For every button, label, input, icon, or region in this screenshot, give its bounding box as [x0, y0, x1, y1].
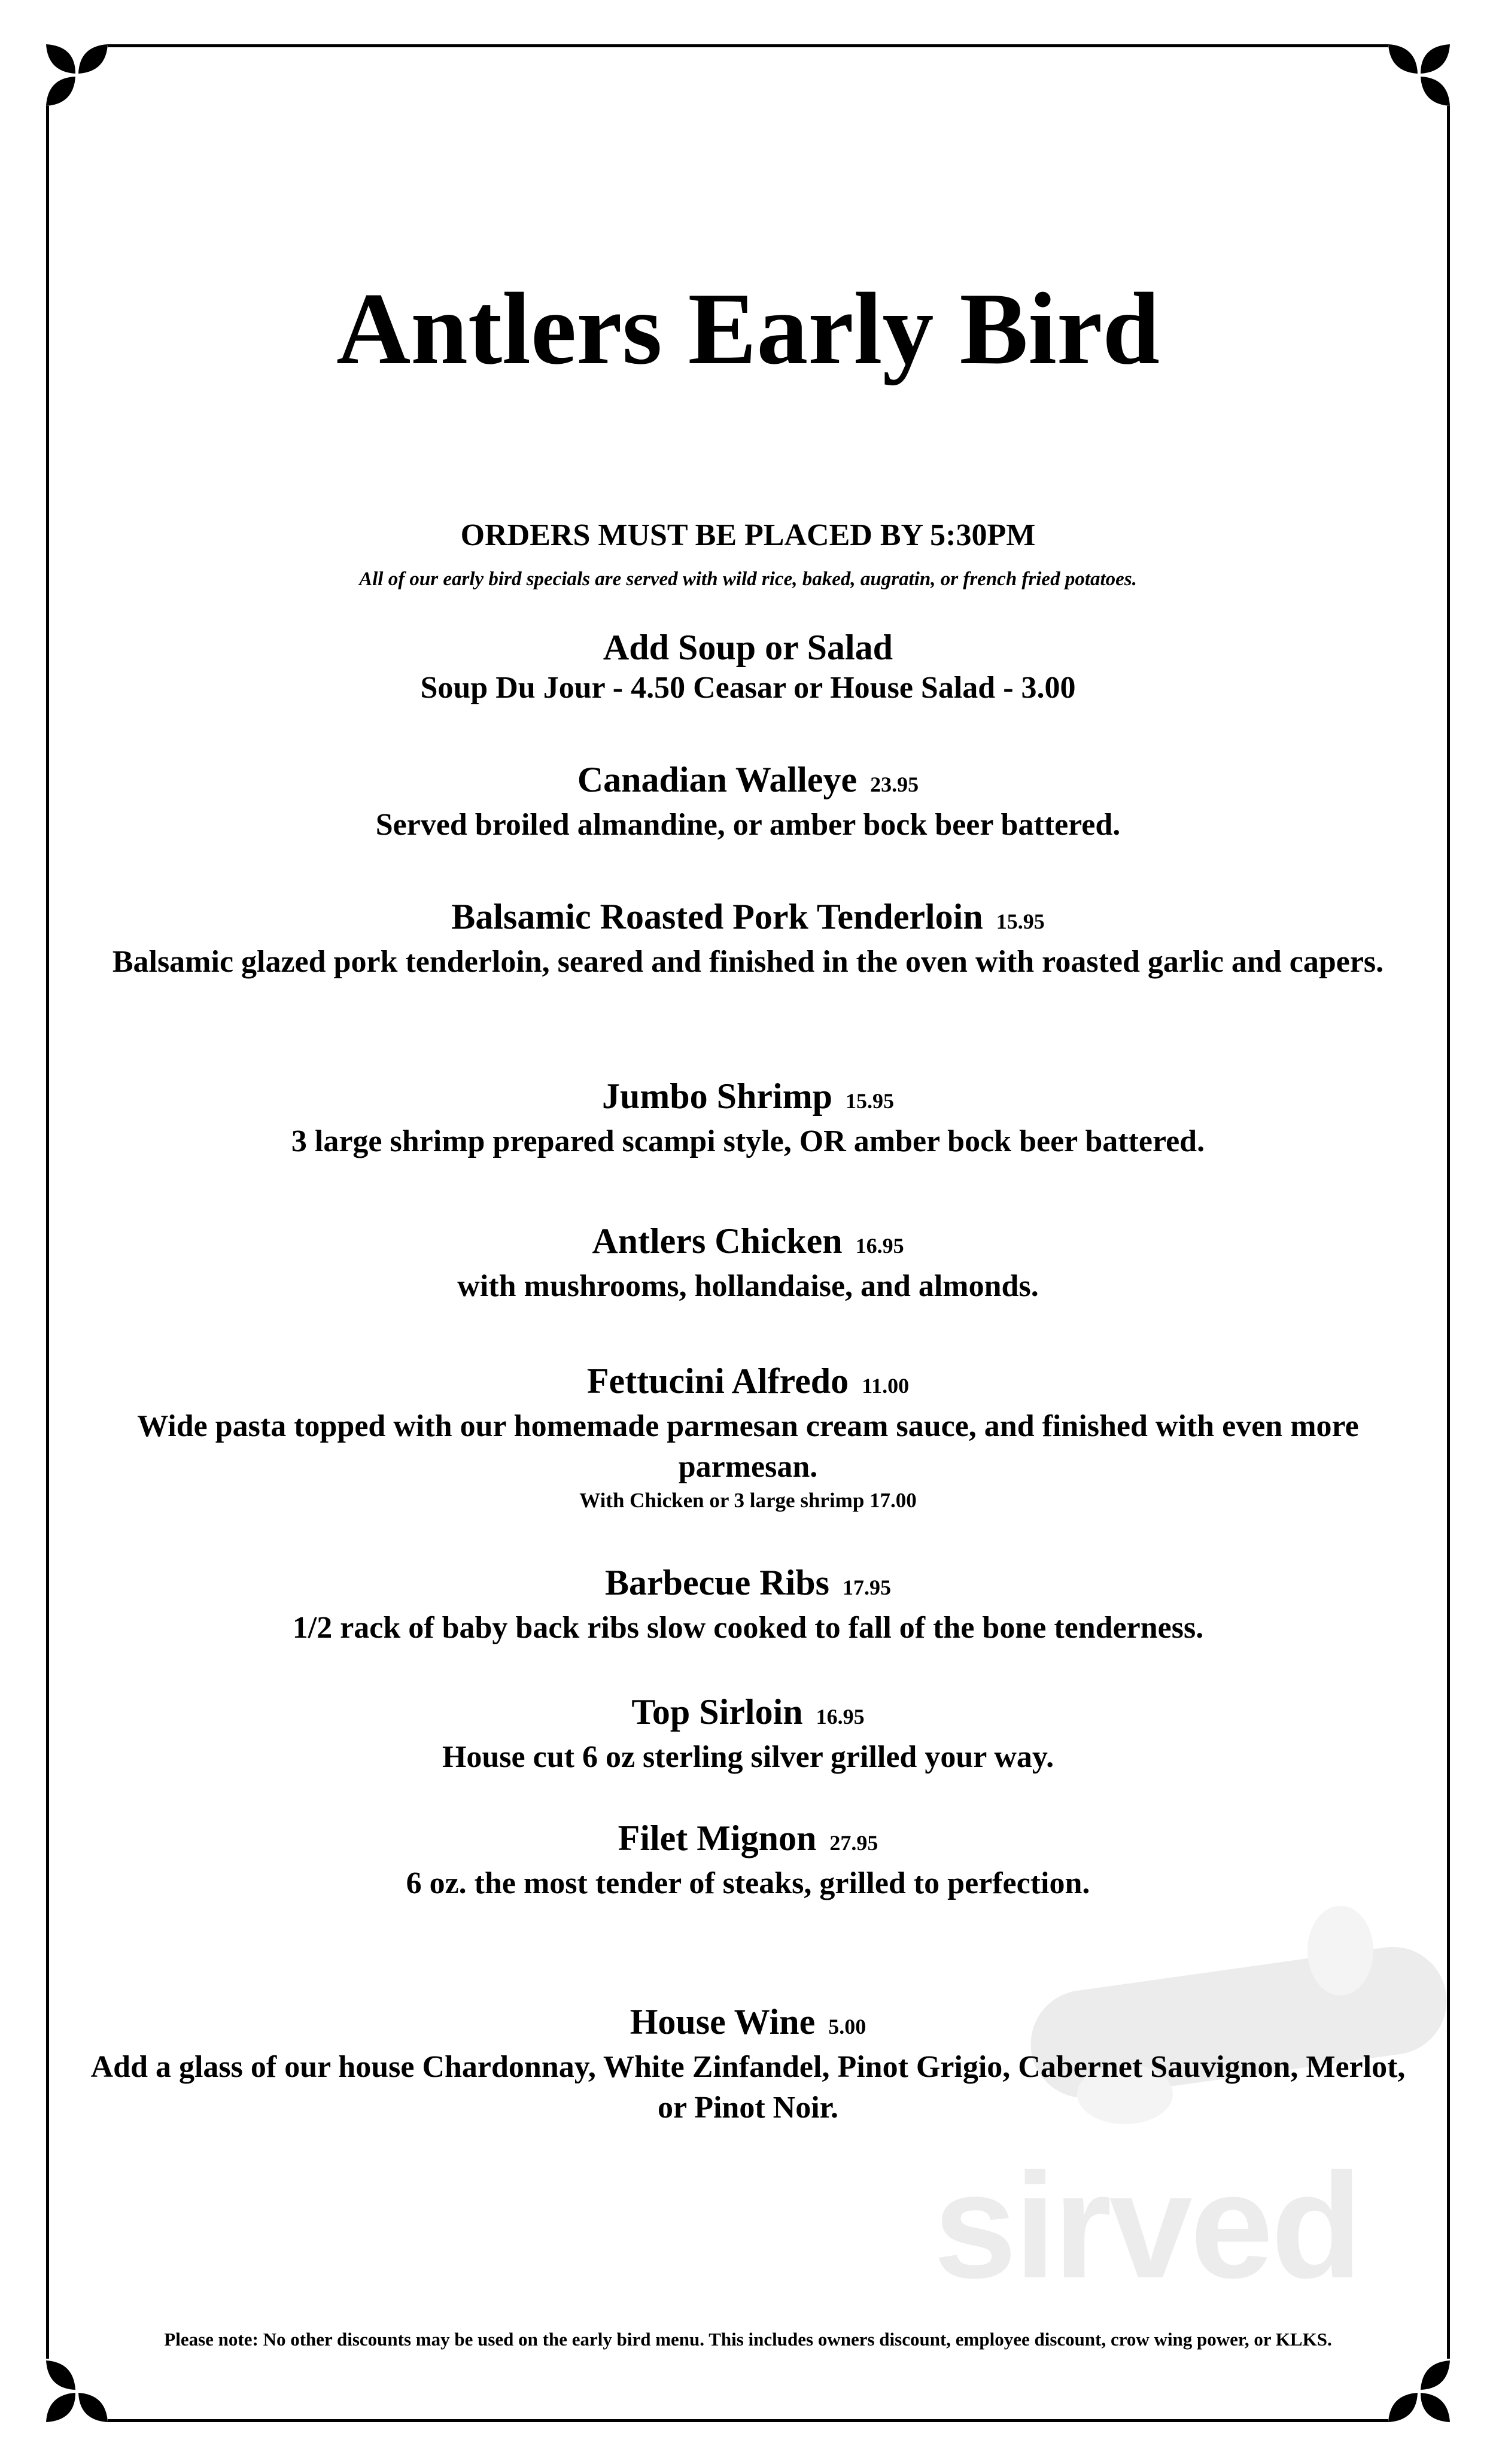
menu-title: Antlers Early Bird — [336, 272, 1160, 386]
menu-item-add-soup-salad — [78, 627, 1418, 708]
item-price: 15.95 — [996, 909, 1045, 933]
item-description: 3 large shrimp prepared scampi style, OR amber bock beer battered. — [291, 1124, 1205, 1158]
item-price: 16.95 — [816, 1705, 865, 1729]
watermark-logo — [934, 2139, 1360, 2313]
menu-item — [78, 1076, 1418, 1162]
item-price: 23.95 — [870, 772, 919, 796]
item-description: Add a glass of our house Chardonnay, White Zinfandel, Pinot Grigio, Cabernet Sauvignon, Merlot, or Pinot Noir. — [90, 2050, 1406, 2125]
orders-notice: ORDERS MUST BE PLACED BY 5:30PM — [460, 518, 1036, 552]
item-name: Add Soup or Salad — [603, 628, 893, 667]
item-price: 5.00 — [828, 2015, 866, 2039]
menu-item — [78, 1692, 1418, 1778]
item-name: Antlers Chicken — [592, 1221, 843, 1261]
leaf-ornament-icon — [46, 44, 109, 107]
item-price: 15.95 — [846, 1089, 895, 1113]
item-name: Canadian Walleye — [577, 760, 858, 799]
item-description: House cut 6 oz sterling silver grilled your way. — [442, 1740, 1054, 1774]
item-name: Fettucini Alfredo — [586, 1361, 849, 1401]
item-description: Balsamic glazed pork tenderloin, seared and finished in the oven with roasted garlic and capers. — [112, 945, 1384, 979]
item-name: Barbecue Ribs — [605, 1563, 829, 1602]
item-price: 27.95 — [829, 1831, 878, 1855]
menu-item — [78, 1221, 1418, 1307]
border-bottom — [108, 2419, 1388, 2422]
item-price: 16.95 — [855, 1234, 904, 1258]
leaf-ornament-icon — [1387, 2359, 1450, 2422]
watermark-text: sirved — [934, 2142, 1360, 2309]
menu-item — [78, 759, 1418, 845]
item-description: Served broiled almandine, or amber bock beer battered. — [375, 808, 1121, 842]
menu-item — [78, 896, 1418, 982]
item-description: 6 oz. the most tender of steaks, grilled to perfection. — [406, 1866, 1090, 1900]
item-description: Wide pasta topped with our homemade parmesan cream sauce, and finished with even more parmesan. — [137, 1409, 1359, 1484]
sides-note: All of our early bird specials are served with wild rice, baked, augratin, or french fried potatoes. — [359, 568, 1137, 590]
leaf-ornament-icon — [46, 2359, 109, 2422]
menu-item — [78, 1361, 1418, 1514]
item-price: 17.95 — [843, 1575, 891, 1599]
item-name: Top Sirloin — [631, 1692, 803, 1732]
item-note: With Chicken or 3 large shrimp 17.00 — [579, 1489, 917, 1512]
item-price: 11.00 — [862, 1374, 910, 1398]
leaf-ornament-icon — [1387, 44, 1450, 107]
menu-item — [78, 2001, 1418, 2128]
border-top — [108, 44, 1388, 47]
item-description: Soup Du Jour - 4.50 Ceasar or House Salad - 3.00 — [420, 671, 1076, 705]
item-name: House Wine — [630, 2002, 816, 2042]
item-description: 1/2 rack of baby back ribs slow cooked to fall of the bone tenderness. — [292, 1611, 1204, 1645]
item-name: Filet Mignon — [618, 1818, 817, 1858]
menu-item — [78, 1562, 1418, 1648]
item-name: Jumbo Shrimp — [601, 1076, 833, 1116]
border-right — [1447, 106, 1450, 2359]
item-description: with mushrooms, hollandaise, and almonds. — [457, 1269, 1039, 1303]
item-name: Balsamic Roasted Pork Tenderloin — [451, 897, 983, 936]
menu-item — [78, 1818, 1418, 1904]
discount-footnote: Please note: No other discounts may be used on the early bird menu. This includes owners discount, employee discount, crow wing power, or KLKS. — [164, 2329, 1332, 2350]
border-left — [46, 106, 49, 2359]
